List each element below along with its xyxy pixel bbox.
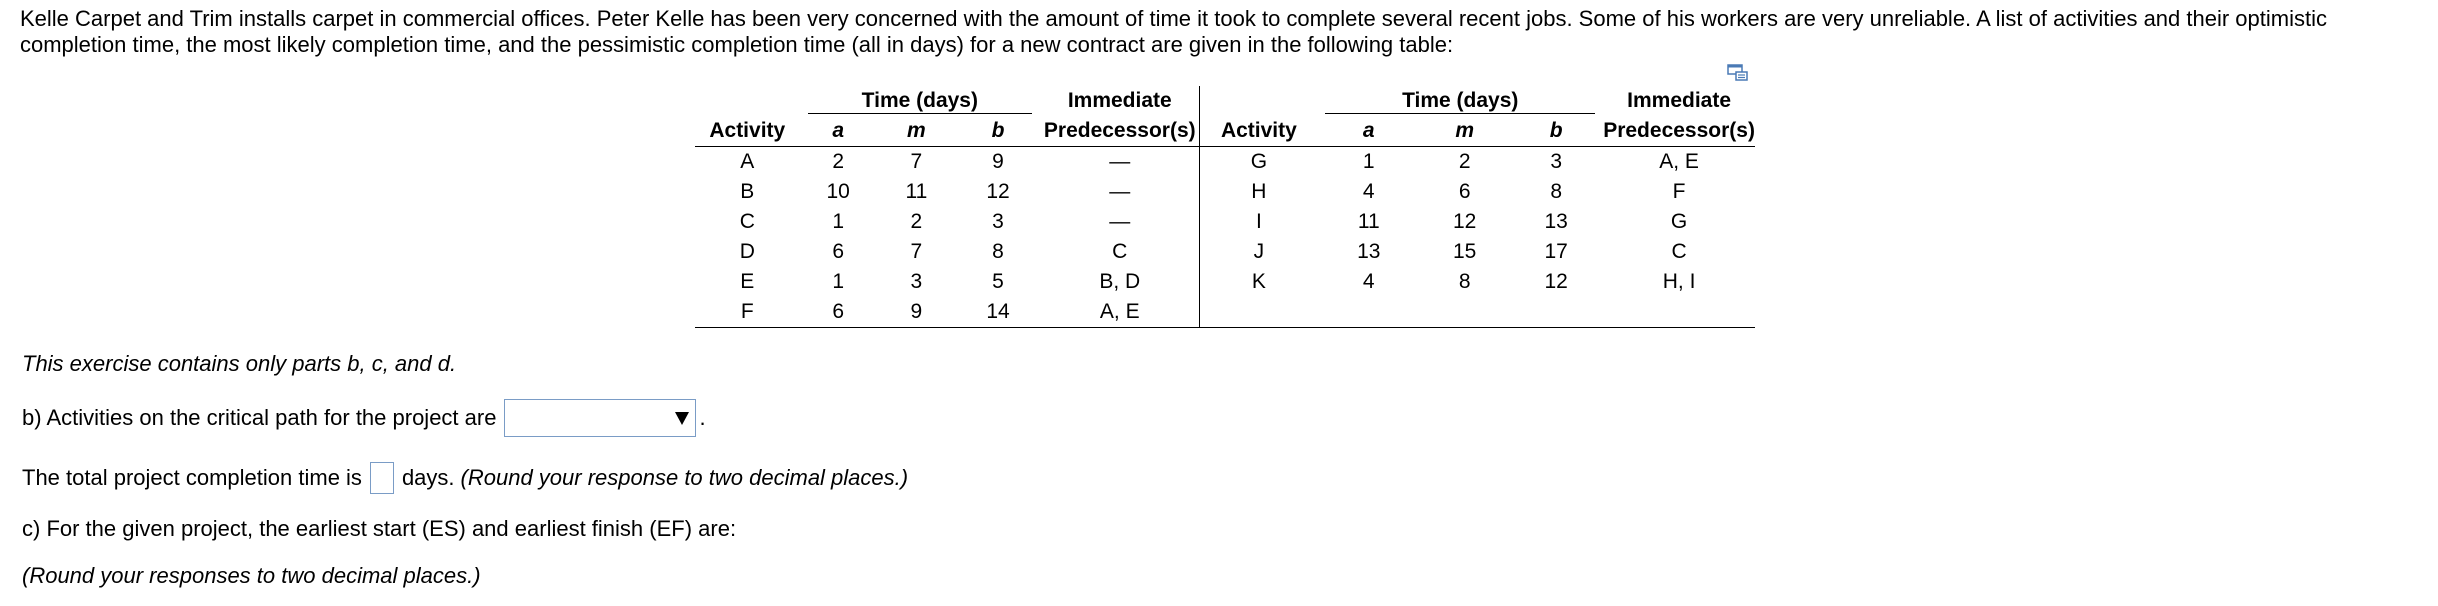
predecessor-header-right: Predecessor(s): [1603, 116, 1755, 147]
table-row: B 10 11 12 — H 4 6 8 F: [695, 177, 1755, 207]
total-time-label: The total project completion time is: [22, 465, 362, 490]
time-days-header-left: Time (days): [808, 89, 1033, 114]
critical-path-dropdown[interactable]: [504, 399, 696, 437]
predecessor-header-left: Predecessor(s): [1040, 116, 1200, 147]
copy-table-icon[interactable]: [1727, 64, 1749, 82]
table-row: F 6 9 14 A, E: [695, 297, 1755, 328]
a-header-left: a: [800, 116, 877, 147]
immediate-header-left-1: Immediate: [1040, 86, 1200, 116]
total-time-hint: (Round your response to two decimal places.): [460, 465, 909, 490]
activity-header-left: Activity: [695, 116, 800, 147]
part-b-period: .: [699, 405, 706, 430]
table-header-row-2: [695, 116, 1755, 147]
part-b-label: b) Activities on the critical path for the project are: [22, 405, 497, 430]
b-header-left: b: [956, 116, 1040, 147]
dropdown-arrow-icon[interactable]: [673, 409, 691, 427]
part-b-question: [22, 399, 706, 437]
activity-header-right: Activity: [1200, 116, 1317, 147]
table-row: E 1 3 5 B, D K 4 8 12 H, I: [695, 267, 1755, 297]
exercise-note: This exercise contains only parts b, c, and d.: [22, 351, 457, 376]
time-days-header-right: Time (days): [1325, 89, 1595, 114]
problem-statement: Kelle Carpet and Trim installs carpet in commercial offices. Peter Kelle has been very concerned with the amount of time it took to complete several recent jobs. Some of his workers are very unreliable. A list of activities and their optimistic completion time, the most likely completion time, and the pessimistic completion time (all in days) for a new contract are given in the following table:: [20, 6, 2327, 57]
total-time-input[interactable]: [370, 462, 394, 494]
b-header-right: b: [1509, 116, 1603, 147]
a-header-right: a: [1317, 116, 1420, 147]
table-row: C 1 2 3 — I 11 12 13 G: [695, 207, 1755, 237]
table-row: A 2 7 9 — G 1 2 3 A, E: [695, 147, 1755, 178]
total-time-question: [22, 462, 908, 494]
immediate-header-right-1: Immediate: [1627, 89, 1732, 112]
table-row: D 6 7 8 C J 13 15 17 C: [695, 237, 1755, 267]
total-time-unit: days.: [401, 465, 455, 490]
m-header-right: m: [1420, 116, 1509, 147]
part-c-question: c) For the given project, the earliest start (ES) and earliest finish (EF) are:: [22, 516, 737, 541]
m-header-left: m: [877, 116, 956, 147]
table-header-row-1: [695, 86, 1755, 116]
activity-table: [695, 86, 1755, 328]
round-note: (Round your responses to two decimal places.): [22, 563, 481, 588]
